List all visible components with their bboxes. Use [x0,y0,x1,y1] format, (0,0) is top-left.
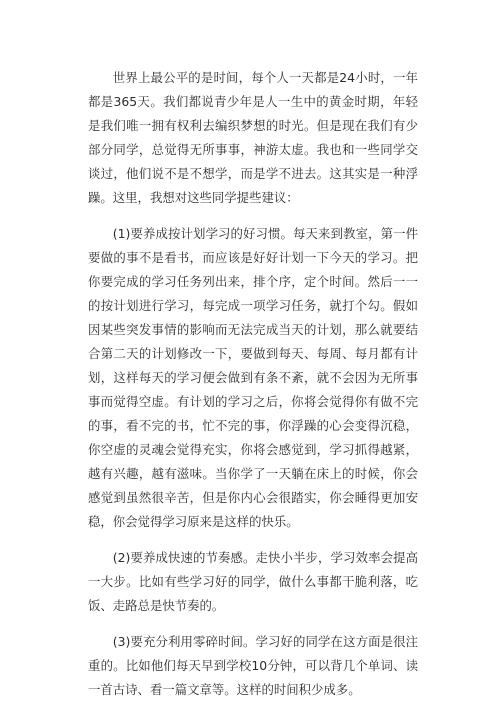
intro-paragraph: 世界上最公平的是时间，每个人一天都是24小时，一年都是365天。我们都说青少年是人一生中的黄金时期，年轻是我们唯一拥有权利去编织梦想的时光。但是现在我们有少部分同学，总觉得无所事事，神游太虚。我也和一些同学交谈过，他们说不是不想学，而是学不进去。这其实是一种浮躁。这里，我想对这些同学提些建议： [88,70,418,205]
suggestion-3-paragraph: (3)要充分利用零碎时间。学习好的同学在这方面是很注重的。比如他们每天早到学校10分钟，可以背几个单词、读一首古诗、看一篇文章等。这样的时间积少成多。 [88,634,418,697]
suggestion-2-paragraph: (2)要养成快速的节奏感。走快小半步，学习效率会提高一大步。比如有些学习好的同学，做什么事都干脆利落，吃饭、走路总是快节奏的。 [88,550,418,613]
suggestion-1-paragraph: (1)要养成按计划学习的好习惯。每天来到教室，第一件要做的事不是看书，而应该是好好计划一下今天的学习。把你要完成的学习任务列出来，排个序，定个时间。然后一一的按计划进行学习，每完成一项学习任务，就打个勾。假如因某些突发事情的影响而无法完成当天的计划，那么就要结合第二天的计划修改一下，要做到每天、每周、每月都有计划，这样每天的学习便会做到有条不紊，就不会因为无所事事而觉得空虚。有计划的学习之后，你将会觉得你有做不完的事，看不完的书，忙不完的事，你浮躁的心会变得沉稳，你空虚的灵魂会觉得充实，你将会感觉到，学习抓得越紧，越有兴趣，越有滋味。当你学了一天躺在床上的时候，你会感觉到虽然很辛苦，但是你内心会很踏实，你会睡得更加安稳，你会觉得学习原来是这样的快乐。 [88,226,418,529]
document-body [88,66,418,702]
